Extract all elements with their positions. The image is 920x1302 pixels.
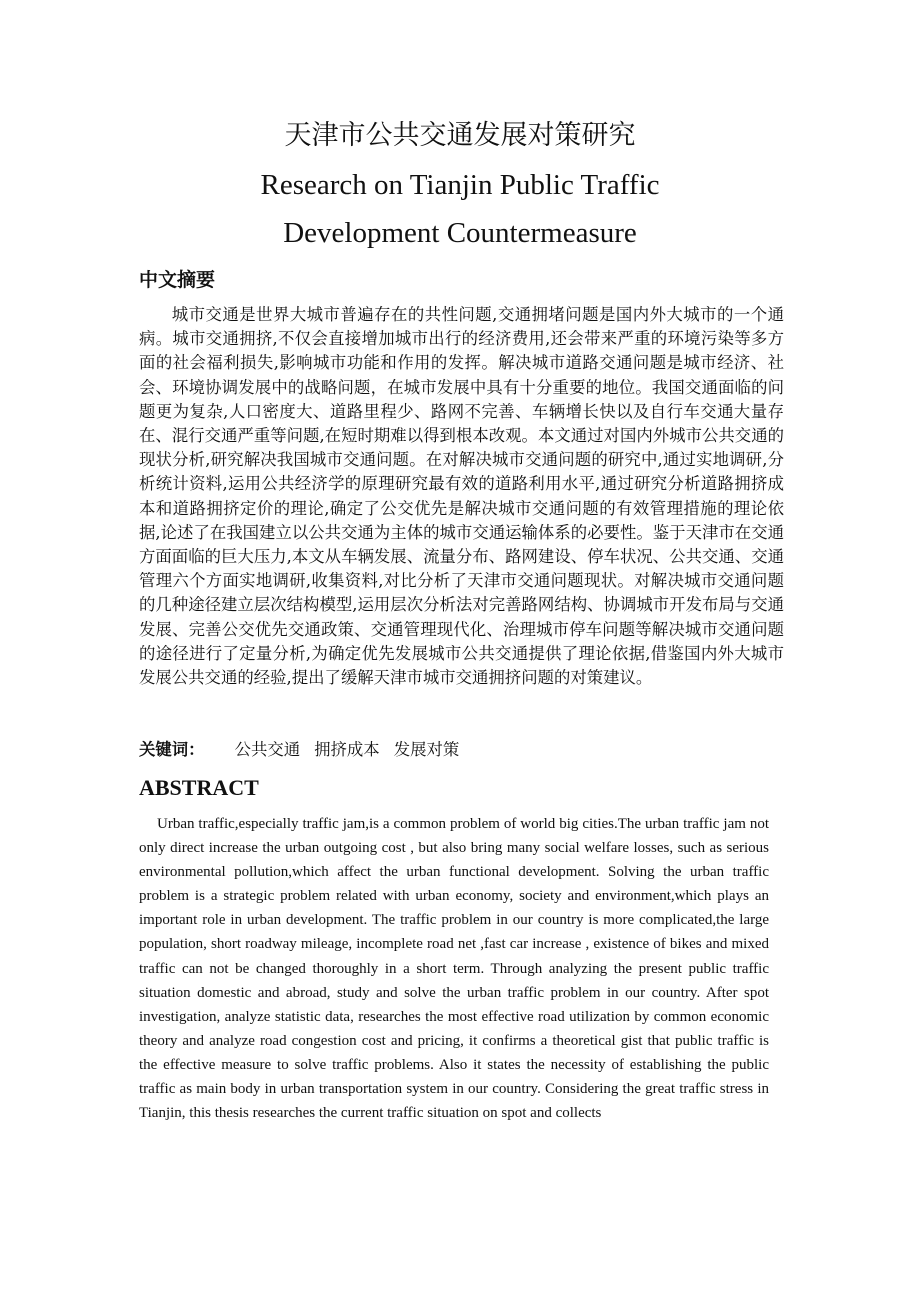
title-english-line-2: Development Countermeasure xyxy=(283,217,637,249)
chinese-abstract-body: 城市交通是世界大城市普遍存在的共性问题,交通拥堵问题是国内外大城市的一个通病。城市交通拥挤,不仅会直接增加城市出行的经济费用,还会带来严重的环境污染等多方面的社会福利损失,影响城市功能和作用的发挥。解决城市道路交通问题是城市经济、社会、环境协调发展中的战略问题，在城市发展中具有十分重要的地位。我国交通面临的问题更为复杂,人口密度大、道路里程少、路网不完善、车辆增长快以及自行车交通大量存在、混行交通严重等问题,在短时期难以得到根本改观。本文通过对国内外城市公共交通的现状分析,研究解决我国城市交通问题。在对解决城市交通问题的研究中,通过实地调研,分析统计资料,运用公共经济学的原理研究最有效的道路利用水平,通过研究分析道路拥挤成本和道路拥挤定价的理论,确定了公交优先是解决城市交通问题的有效管理措施的理论依据,论述了在我国建立以公共交通为主体的城市交通运输体系的必要性。鉴于天津市在交通方面面临的巨大压力,本文从车辆发展、流量分布、路网建设、停车状况、公共交通、交通管理六个方面实地调研,收集资料,对比分析了天津市交通问题现状。对解决城市交通问题的几种途径建立层次结构模型,运用层次分析法对完善路网结构、协调城市开发布局与交通发展、完善公交优先交通政策、交通管理现代化、治理城市停车问题等解决城市交通问题的途径进行了定量分析,为确定优先发展城市公共交通提供了理论依据,借鉴国内外大城市发展公共交通的经验,提出了缓解天津市城市交通拥挤问题的对策建议。 xyxy=(139,305,784,688)
keyword-item: 拥挤成本 xyxy=(314,740,380,759)
title-chinese: 天津市公共交通发展对策研究 xyxy=(284,120,636,151)
english-abstract-body: Urban traffic,especially traffic jam,is a common problem of world big cities.The urban traffic jam not only direct increase the urban outgoing cost , but also bring many social welfare losses, such as serious environmental pollution,which affect the urban functional development. Solving the urban traffic problem is a strategic problem related with urban economy, society and environment,which plays an important role in urban development. The traffic problem in our country is more complicated,the large population, short roadway mileage, incomplete road net ,fast car increase , existence of bikes and mixed traffic can not be changed thoroughly in a short term. Through analyzing the present public traffic situation domestic and abroad, study and solve the urban traffic problem in our country. After spot investigation, analyze statistic data, researches the most effective road utilization by common economic theory and analyze road congestion cost and pricing, it confirms a theoretical gist that public traffic is the effective measure to solve traffic problems. Also it states the necessity of establishing the public traffic as main body in urban transportation system in our country. Considering the great traffic stress in Tianjin, this thesis researches the current traffic situation on spot and collects xyxy=(139,816,769,1122)
keywords-list xyxy=(235,740,474,759)
keyword-item: 公共交通 xyxy=(234,740,301,759)
keywords-label: 关键词： xyxy=(139,740,205,759)
chinese-abstract-heading: 中文摘要 xyxy=(139,269,216,291)
title-english-line-1: Research on Tianjin Public Traffic xyxy=(260,169,660,201)
keywords-line xyxy=(139,738,473,762)
english-abstract-heading: ABSTRACT xyxy=(139,775,259,800)
keyword-item: 发展对策 xyxy=(393,740,460,759)
